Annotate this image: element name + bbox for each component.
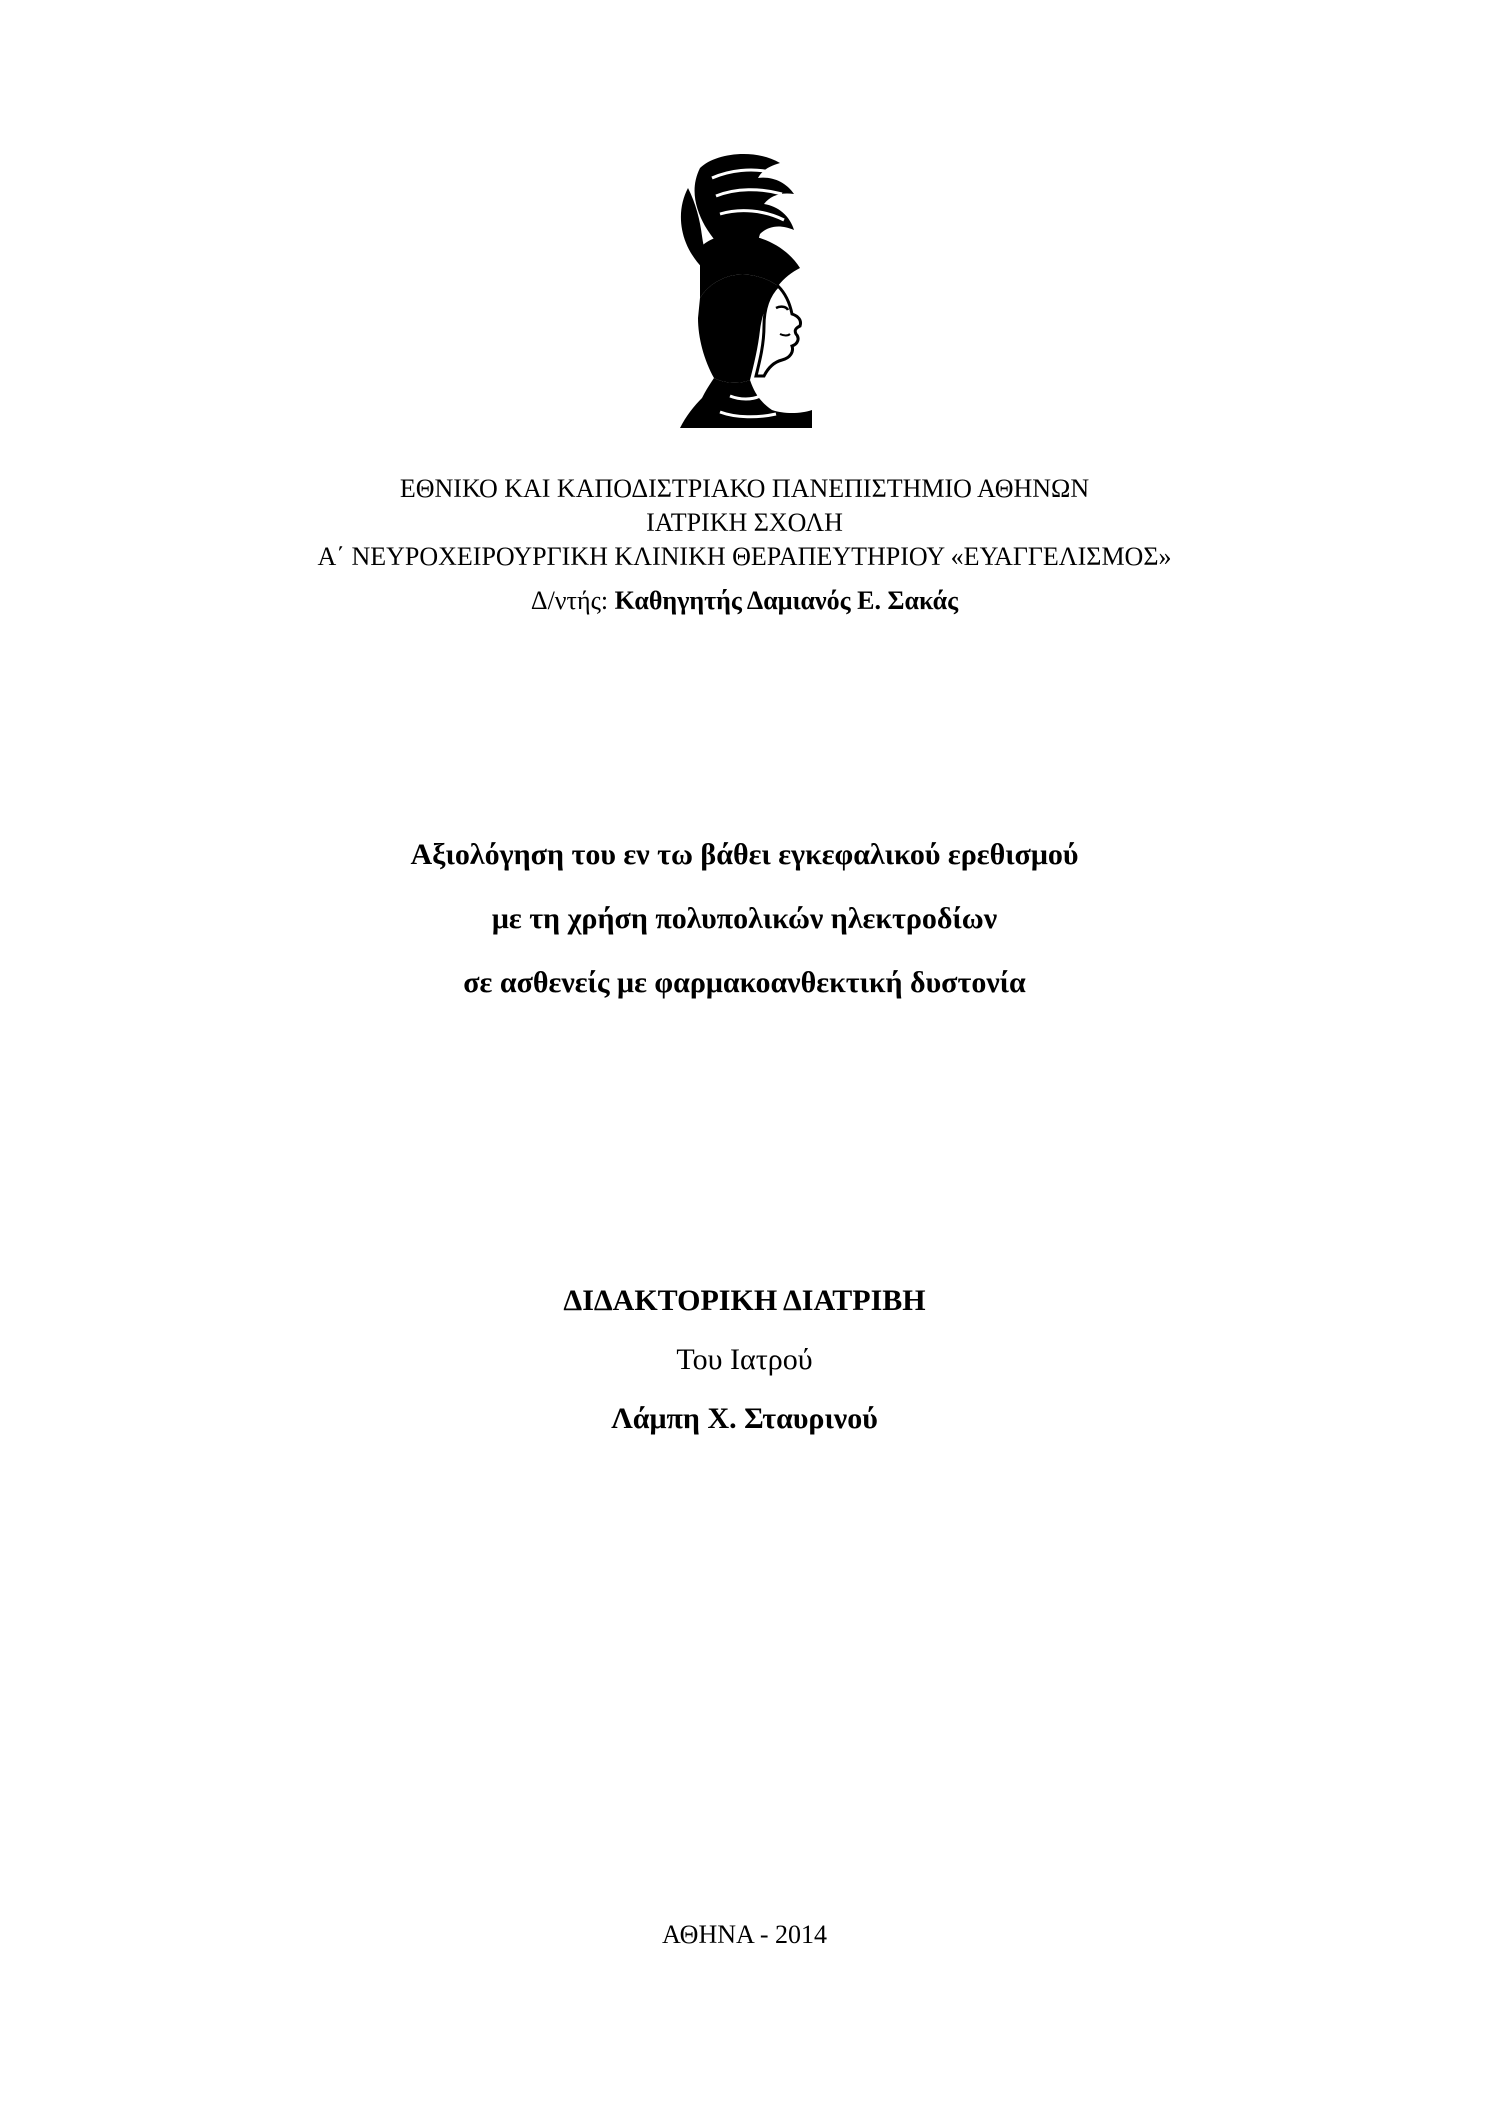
director-prefix: Δ/ντής: xyxy=(530,586,615,615)
thesis-title-line-3: σε ασθενείς με φαρμακοανθεκτική δυστονία xyxy=(463,966,1026,999)
thesis-type: ΔΙΔΑΚΤΟΡΙΚΗ ΔΙΑΤΡΙΒΗ xyxy=(563,1284,926,1317)
thesis-title-line-2: με τη χρήση πολυπολικών ηλεκτροδίων xyxy=(491,902,998,935)
director-name: Καθηγητής Δαμιανός Ε. Σακάς xyxy=(614,586,959,615)
author-prefix: Του Ιατρού xyxy=(676,1343,813,1376)
clinic-name: Α΄ ΝΕΥΡΟΧΕΙΡΟΥΡΓΙΚΗ ΚΛΙΝΙΚΗ ΘΕΡΑΠΕΥΤΗΡΙΟΥ «ΕΥΑΓΓΕΛΙΣΜΟΣ» xyxy=(317,542,1172,571)
thesis-title-line-1: Αξιολόγηση του εν τω βάθει εγκεφαλικού ερεθισμού xyxy=(410,838,1079,871)
school-name: ΙΑΤΡΙΚΗ ΣΧΟΛΗ xyxy=(646,508,843,537)
author-name: Λάμπη Χ. Σταυρινού xyxy=(611,1402,878,1435)
place-year: ΑΘΗΝΑ - 2014 xyxy=(661,1920,828,1949)
athena-emblem-icon xyxy=(660,148,835,428)
university-name: ΕΘΝΙΚΟ ΚΑΙ ΚΑΠΟΔΙΣΤΡΙΑΚΟ ΠΑΝΕΠΙΣΤΗΜΙΟ ΑΘΗΝΩΝ xyxy=(399,474,1090,503)
director-line xyxy=(0,586,1489,616)
